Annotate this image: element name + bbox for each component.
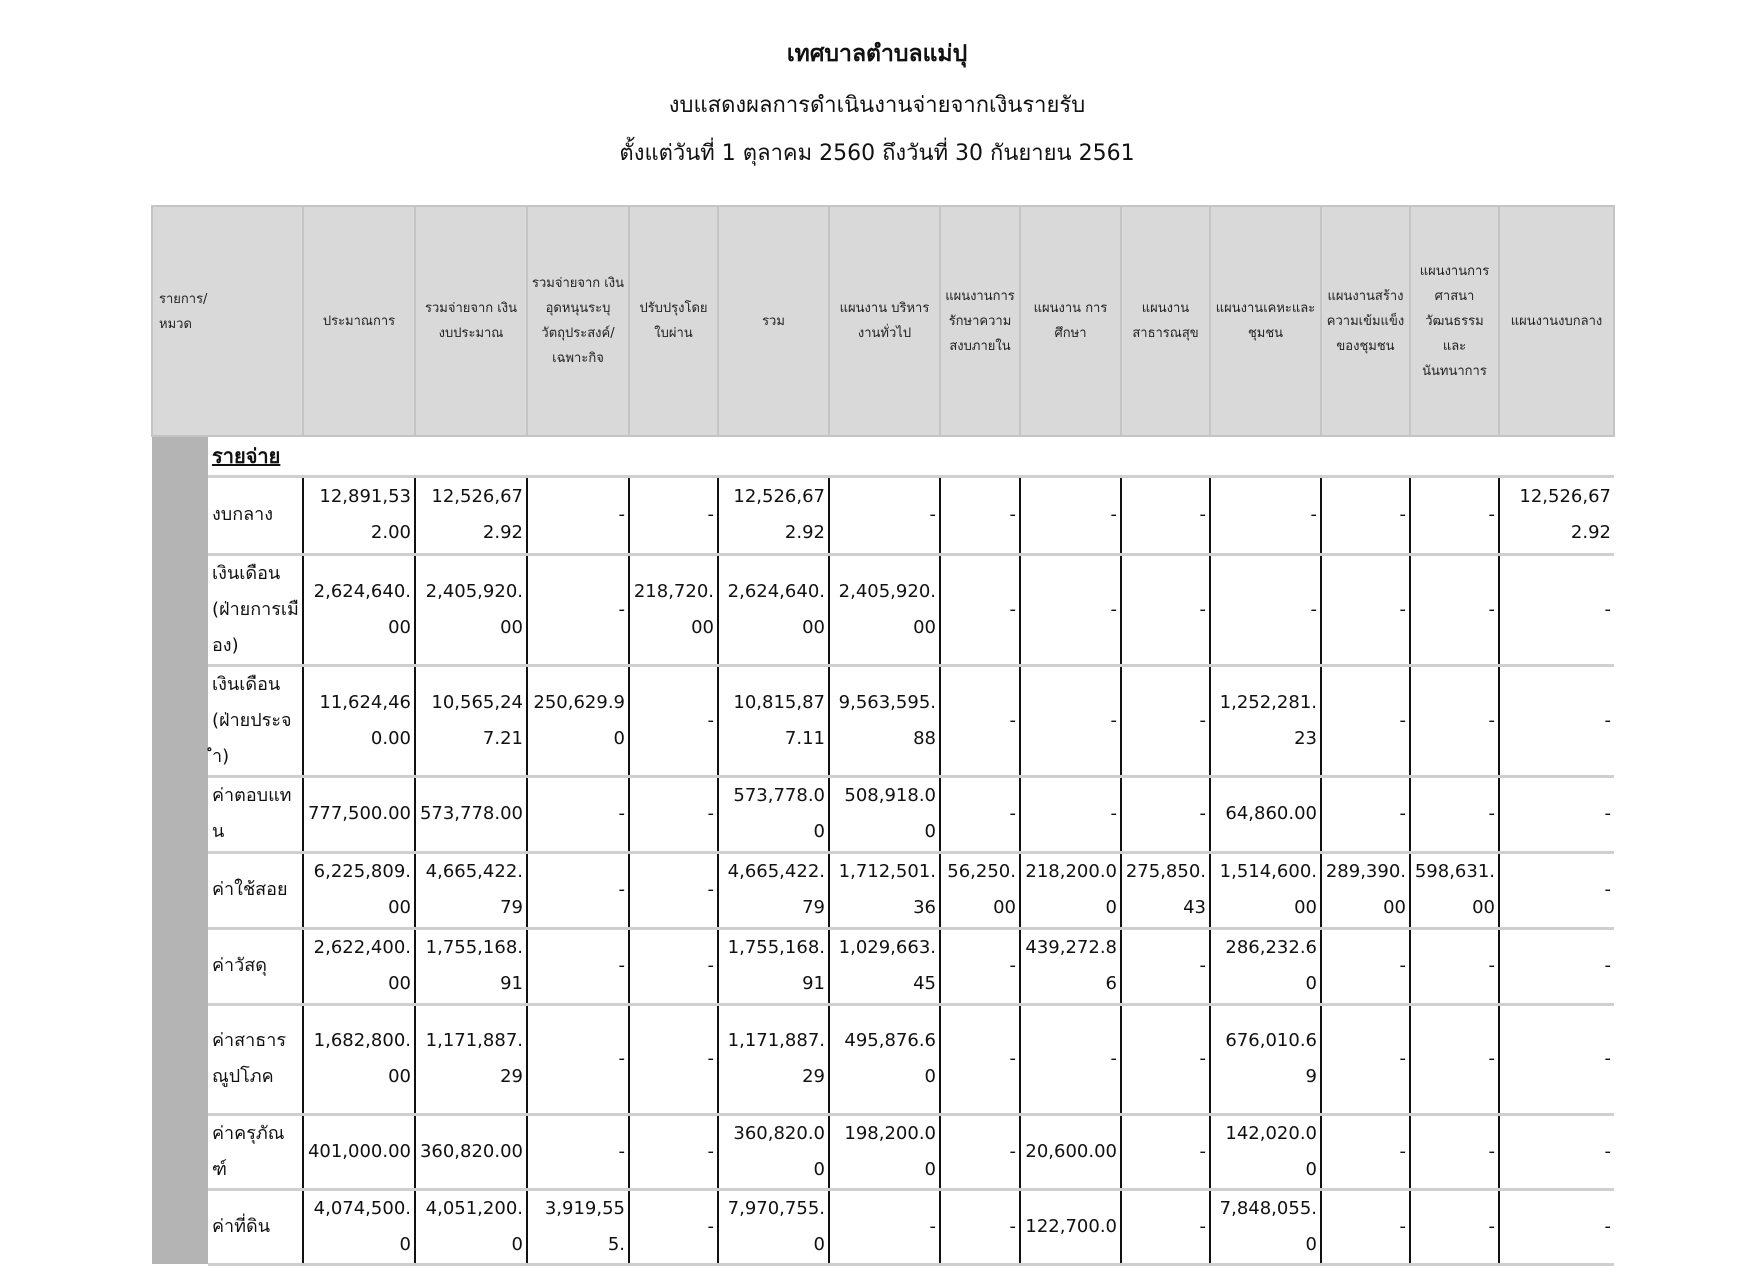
row-gutter (152, 436, 208, 1264)
value-cell: 218,720.00 (629, 554, 718, 665)
value-cell: - (1499, 852, 1614, 928)
value-cell: - (1321, 1004, 1410, 1114)
value-cell: 2,405,920.00 (829, 554, 940, 665)
value-cell: - (1499, 1114, 1614, 1189)
value-cell: 1,755,168.91 (718, 928, 829, 1004)
table-row (152, 852, 1614, 928)
value-cell: - (527, 1114, 629, 1189)
value-cell: 289,390.00 (1321, 852, 1410, 928)
column-header: แผนงานการ ศาสนา วัฒนธรรม และ นันทนาการ (1410, 206, 1499, 436)
value-cell: - (829, 476, 940, 554)
value-cell: 7,970,755.0 (718, 1189, 829, 1264)
value-cell: - (527, 476, 629, 554)
value-cell: - (1121, 1114, 1210, 1189)
value-cell: - (1020, 665, 1121, 776)
value-cell: 1,252,281.23 (1210, 665, 1321, 776)
value-cell: - (1321, 476, 1410, 554)
value-cell: - (629, 1004, 718, 1114)
table-header-row (152, 206, 1614, 436)
column-header: รวมจ่ายจาก เงินอุดหนุนระบุ วัตถุประสงค์/ เฉพาะกิจ (527, 206, 629, 436)
value-cell: 676,010.69 (1210, 1004, 1321, 1114)
value-cell: 6,225,809.00 (303, 852, 415, 928)
value-cell: - (527, 1004, 629, 1114)
value-cell: - (1410, 1189, 1499, 1264)
value-cell: 1,171,887.29 (718, 1004, 829, 1114)
value-cell: 777,500.00 (303, 776, 415, 852)
value-cell: - (1410, 1114, 1499, 1189)
value-cell: 198,200.00 (829, 1114, 940, 1189)
value-cell: - (629, 476, 718, 554)
row-label: งบกลาง (208, 476, 303, 554)
value-cell: - (940, 476, 1020, 554)
column-header: รวมจ่ายจาก เงินงบประมาณ (415, 206, 527, 436)
column-header: แผนงานสร้าง ความเข้มแข็ง ของชุมชน (1321, 206, 1410, 436)
value-cell: 12,526,672.92 (415, 476, 527, 554)
value-cell: 2,405,920.00 (415, 554, 527, 665)
value-cell: 12,526,672.92 (1499, 476, 1614, 554)
value-cell: 360,820.00 (718, 1114, 829, 1189)
value-cell: - (629, 665, 718, 776)
report-header (0, 34, 1754, 176)
row-label: เงินเดือน (ฝ่ายประจำ) (208, 665, 303, 776)
value-cell: - (1210, 476, 1321, 554)
value-cell: - (940, 665, 1020, 776)
value-cell: 286,232.60 (1210, 928, 1321, 1004)
value-cell: - (1321, 776, 1410, 852)
value-cell: - (940, 1114, 1020, 1189)
row-label: ค่าใช้สอย (208, 852, 303, 928)
value-cell: 12,891,532.00 (303, 476, 415, 554)
value-cell: - (527, 852, 629, 928)
value-cell: - (1321, 1114, 1410, 1189)
value-cell: 1,712,501.36 (829, 852, 940, 928)
value-cell: - (1020, 554, 1121, 665)
value-cell: - (1121, 928, 1210, 1004)
value-cell: 1,682,800.00 (303, 1004, 415, 1114)
value-cell: 1,755,168.91 (415, 928, 527, 1004)
section-label: รายจ่าย (208, 436, 1614, 476)
value-cell: - (1321, 554, 1410, 665)
value-cell: 142,020.00 (1210, 1114, 1321, 1189)
value-cell: - (1121, 1189, 1210, 1264)
table-row (152, 1114, 1614, 1189)
value-cell: - (1321, 665, 1410, 776)
value-cell: - (1499, 928, 1614, 1004)
value-cell: 573,778.00 (718, 776, 829, 852)
value-cell: - (1410, 1004, 1499, 1114)
value-cell: - (940, 554, 1020, 665)
report-period: ตั้งแต่วันที่ 1 ตุลาคม 2560 ถึงวันที่ 30 กันยายน 2561 (619, 141, 1135, 166)
value-cell: - (1020, 1004, 1121, 1114)
value-cell: - (829, 1189, 940, 1264)
value-cell: - (1410, 476, 1499, 554)
value-cell: 598,631.00 (1410, 852, 1499, 928)
row-label: ค่าครุภัณฑ์ (208, 1114, 303, 1189)
value-cell: - (940, 1004, 1020, 1114)
value-cell: - (629, 776, 718, 852)
value-cell: - (1020, 776, 1121, 852)
org-name: เทศบาลตำบลแม่ปุ (786, 41, 968, 67)
column-header: แผนงานการ รักษาความ สงบภายใน (940, 206, 1020, 436)
value-cell: 508,918.00 (829, 776, 940, 852)
table-row (152, 928, 1614, 1004)
value-cell: 12,526,672.92 (718, 476, 829, 554)
value-cell: 11,624,460.00 (303, 665, 415, 776)
value-cell: 401,000.00 (303, 1114, 415, 1189)
value-cell: - (527, 554, 629, 665)
value-cell: 2,622,400.00 (303, 928, 415, 1004)
section-row (152, 436, 1614, 476)
table-row (152, 776, 1614, 852)
value-cell: 1,171,887.29 (415, 1004, 527, 1114)
value-cell: 3,919,555. (527, 1189, 629, 1264)
value-cell: 4,051,200.0 (415, 1189, 527, 1264)
column-header: แผนงานเคหะและ ชุมชน (1210, 206, 1321, 436)
value-cell: 56,250.00 (940, 852, 1020, 928)
value-cell: - (940, 1189, 1020, 1264)
report-title: งบแสดงผลการดำเนินงานจ่ายจากเงินรายรับ (668, 93, 1086, 118)
value-cell: 2,624,640.00 (718, 554, 829, 665)
value-cell: 4,665,422.79 (718, 852, 829, 928)
value-cell: 1,514,600.00 (1210, 852, 1321, 928)
value-cell: 275,850.43 (1121, 852, 1210, 928)
value-cell: - (1210, 554, 1321, 665)
value-cell: - (1499, 554, 1614, 665)
value-cell: 1,029,663.45 (829, 928, 940, 1004)
column-header: ปรับปรุงโดย ใบผ่าน (629, 206, 718, 436)
value-cell: 20,600.00 (1020, 1114, 1121, 1189)
value-cell: - (940, 776, 1020, 852)
value-cell: 4,665,422.79 (415, 852, 527, 928)
value-cell: - (1410, 776, 1499, 852)
value-cell: 64,860.00 (1210, 776, 1321, 852)
value-cell: 439,272.86 (1020, 928, 1121, 1004)
value-cell: - (1499, 1004, 1614, 1114)
table-row (152, 1189, 1614, 1264)
value-cell: 7,848,055.0 (1210, 1189, 1321, 1264)
value-cell: - (1499, 665, 1614, 776)
value-cell: - (629, 852, 718, 928)
value-cell: - (1121, 554, 1210, 665)
value-cell: - (1321, 1189, 1410, 1264)
column-header: แผนงาน บริหารงานทั่วไป (829, 206, 940, 436)
value-cell: - (1121, 476, 1210, 554)
value-cell: - (527, 928, 629, 1004)
value-cell: 573,778.00 (415, 776, 527, 852)
value-cell: 10,565,247.21 (415, 665, 527, 776)
column-header: แผนงานงบกลาง (1499, 206, 1614, 436)
value-cell: 10,815,877.11 (718, 665, 829, 776)
value-cell: - (1121, 665, 1210, 776)
row-label: ค่าที่ดิน (208, 1189, 303, 1264)
value-cell: - (940, 928, 1020, 1004)
value-cell: 122,700.0 (1020, 1189, 1121, 1264)
row-label: ค่าสาธารณูปโภค (208, 1004, 303, 1114)
row-label: เงินเดือน (ฝ่ายการเมือง) (208, 554, 303, 665)
value-cell: 4,074,500.0 (303, 1189, 415, 1264)
value-cell: - (527, 776, 629, 852)
value-cell: - (1410, 665, 1499, 776)
value-cell: - (1410, 928, 1499, 1004)
value-cell: 360,820.00 (415, 1114, 527, 1189)
value-cell: - (629, 928, 718, 1004)
value-cell: - (629, 1114, 718, 1189)
header-spacer (208, 206, 303, 436)
table-row (152, 665, 1614, 776)
value-cell: - (1499, 1189, 1614, 1264)
value-cell: 495,876.60 (829, 1004, 940, 1114)
value-cell: - (1410, 554, 1499, 665)
expense-table (151, 205, 1615, 1266)
value-cell: 2,624,640.00 (303, 554, 415, 665)
row-label: ค่าวัสดุ (208, 928, 303, 1004)
header-category: รายการ/หมวด (152, 206, 208, 436)
value-cell: - (1020, 476, 1121, 554)
column-header: แผนงาน การศึกษา (1020, 206, 1121, 436)
table-row (152, 554, 1614, 665)
column-header: รวม (718, 206, 829, 436)
row-label: ค่าตอบแทน (208, 776, 303, 852)
value-cell: - (1121, 776, 1210, 852)
column-header: ประมาณการ (303, 206, 415, 436)
value-cell: 218,200.00 (1020, 852, 1121, 928)
value-cell: 9,563,595.88 (829, 665, 940, 776)
value-cell: - (1121, 1004, 1210, 1114)
table-row (152, 476, 1614, 554)
value-cell: - (1499, 776, 1614, 852)
value-cell: - (1321, 928, 1410, 1004)
value-cell: 250,629.90 (527, 665, 629, 776)
column-header: แผนงาน สาธารณสุข (1121, 206, 1210, 436)
value-cell: - (629, 1189, 718, 1264)
table-row (152, 1004, 1614, 1114)
